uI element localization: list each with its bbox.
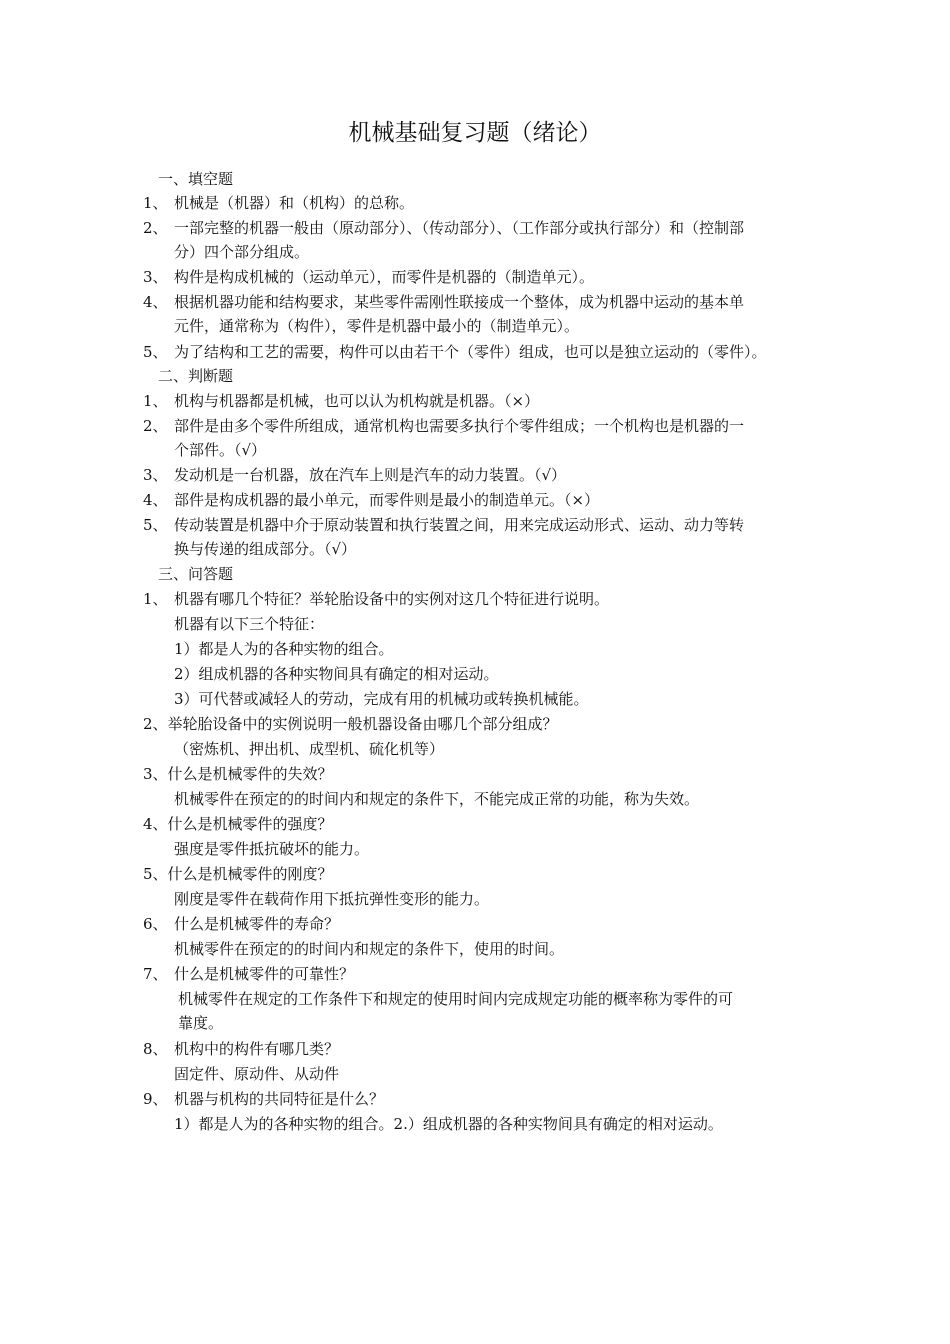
- item-text: 机械是（机器）和（机构）的总称。: [174, 194, 415, 212]
- document-page: 机械基础复习题（绪论） 一、填空题 1、 机械是（机器）和（机构）的总称。 2、 一部完整的机器一般由（原动部分）、（传动部分）、（工作部分或执行部分）和（控制部 分）四个部分组成。 3、 构件是构成机械的（运动单元），而零件是机器的（制造单元）。 4、 根据机器功能和结构要求，某些零件需刚性联接成一个整体，成为机器中运动的基本单 元件，通常称为（构件），零件是机器中最小的（制造单元）。 5、 为了结构和工艺的需要，构件可以由若干个（零件）组成，也可以是独立运动的（零件）。 二、判断题 1、 机构与机器都是机械，也可以认为机构就是机器。（×） 2、 部件是由多个零件所组成，通常机构也需要多执行个零件组成；一个机构也是机器的一 个部件。（√） 3、 发动机是一台机器，放在汽车上则是汽车的动力装置。（√） 4、 部件是构成机器的最小单元，而零件则是最小的制造单元。（×） 5、 传动装置是机器中介于原动装置和执行装置之间，用来完成运动形式、运动、动力等转 换与传递的组成部分。（√） 三、问答题 1、 机器有哪几个特征？举轮胎设备中的实例对这几个特征进行说明。 机器有以下三个特征： 1）都是人为的各种实物的组合。 2）组成机器的各种实物间具有确定的相对运动。 3）可代替或减轻人的劳动，完成有用的机械功或转换机械能。 2、举轮胎设备中的实例说明一般机器设备由哪几个部分组成？ （密炼机、押出机、成型机、硫化机等） 3、什么是机械零件的失效？ 机械零件在预定的的时间内和规定的条件下，不能完成正常的功能，称为失效。 4、什么是机械零件的强度？ 强度是零件抵抗破坏的能力。 5、什么是机械零件的刚度？ 刚度是零件在载荷作用下抵抗弹性变形的能力。 6、 什么是机械零件的寿命？ 机械零件在预定的的时间内和规定的条件下，使用的时间。 7、 什么是机械零件的可靠性？ 机械零件在规定的工作条件下和规定的使用时间内完成规定功能的概率称为零件的可 靠度。 8、 机构中的构件有哪几类？ 固定件、原动件、从动件 9、 机器与机构的共同特征是什么？ 1）都是人为的各种实物的组合。2.）组成机器的各种实物间具有确定的相对运动。: [0, 0, 950, 1344]
- document-title: 机械基础复习题（绪论）: [348, 120, 602, 146]
- item-number: 9、: [143, 1090, 168, 1108]
- question-text: 机器与机构的共同特征是什么？: [174, 1090, 385, 1108]
- item-text: 构件是构成机械的（运动单元），而零件是机器的（制造单元）。: [174, 268, 595, 286]
- item-text: 一部完整的机器一般由（原动部分）、（传动部分）、（工作部分或执行部分）和（控制部: [174, 219, 745, 237]
- question-text: 4、什么是机械零件的强度？: [143, 815, 333, 833]
- item-number: 5、: [143, 516, 168, 534]
- question-text: 机构中的构件有哪几类？: [174, 1040, 340, 1058]
- item-text: 个部件。（√）: [174, 441, 267, 459]
- item-number: 1、: [143, 590, 168, 608]
- item-text: 根据机器功能和结构要求，某些零件需刚性联接成一个整体，成为机器中运动的基本单: [174, 293, 745, 311]
- item-text: 机构与机器都是机械，也可以认为机构就是机器。（×）: [174, 392, 540, 410]
- answer-text: 2）组成机器的各种实物间具有确定的相对运动。: [174, 665, 499, 683]
- item-number: 1、: [143, 392, 168, 410]
- item-number: 4、: [143, 491, 168, 509]
- question-text: 什么是机械零件的寿命？: [174, 915, 340, 933]
- item-number: 5、: [143, 343, 168, 361]
- answer-text: 机械零件在规定的工作条件下和规定的使用时间内完成规定功能的概率称为零件的可: [178, 990, 734, 1008]
- item-number: 6、: [143, 915, 168, 933]
- item-number: 1、: [143, 194, 168, 212]
- question-text: 2、举轮胎设备中的实例说明一般机器设备由哪几个部分组成？: [143, 715, 558, 733]
- item-number: 8、: [143, 1040, 168, 1058]
- item-number: 2、: [143, 219, 168, 237]
- answer-text: （密炼机、押出机、成型机、硫化机等）: [174, 740, 445, 758]
- answer-text: 刚度是零件在载荷作用下抵抗弹性变形的能力。: [174, 890, 490, 908]
- item-text: 为了结构和工艺的需要，构件可以由若干个（零件）组成，也可以是独立运动的（零件）。: [174, 343, 767, 361]
- answer-text: 机器有以下三个特征：: [174, 615, 325, 633]
- answer-text: 机械零件在预定的的时间内和规定的条件下，不能完成正常的功能，称为失效。: [174, 790, 700, 808]
- item-text: 部件是由多个零件所组成，通常机构也需要多执行个零件组成；一个机构也是机器的一: [174, 417, 745, 435]
- answer-text: 机械零件在预定的的时间内和规定的条件下，使用的时间。: [174, 940, 565, 958]
- item-text: 发动机是一台机器，放在汽车上则是汽车的动力装置。（√）: [174, 466, 567, 484]
- answer-text: 强度是零件抵抗破坏的能力。: [174, 840, 370, 858]
- answer-text: 1）都是人为的各种实物的组合。: [174, 640, 394, 658]
- item-text: 部件是构成机器的最小单元，而零件则是最小的制造单元。（×）: [174, 491, 600, 509]
- question-text: 什么是机械零件的可靠性？: [174, 965, 355, 983]
- item-number: 3、: [143, 466, 168, 484]
- item-number: 3、: [143, 268, 168, 286]
- answer-text: 固定件、原动件、从动件: [174, 1065, 340, 1083]
- item-text: 元件，通常称为（构件），零件是机器中最小的（制造单元）。: [174, 317, 580, 335]
- answer-text: 靠度。: [178, 1014, 224, 1032]
- answer-text: 3）可代替或减轻人的劳动，完成有用的机械功或转换机械能。: [174, 690, 589, 708]
- item-number: 2、: [143, 417, 168, 435]
- item-text: 换与传递的组成部分。（√）: [174, 540, 357, 558]
- item-number: 4、: [143, 293, 168, 311]
- question-text: 5、什么是机械零件的刚度？: [143, 865, 333, 883]
- item-number: 7、: [143, 965, 168, 983]
- question-text: 机器有哪几个特征？举轮胎设备中的实例对这几个特征进行说明。: [174, 590, 610, 608]
- question-text: 3、什么是机械零件的失效？: [143, 765, 333, 783]
- item-text: 分）四个部分组成。: [174, 243, 310, 261]
- item-text: 传动装置是机器中介于原动装置和执行装置之间，用来完成运动形式、运动、动力等转: [174, 516, 745, 534]
- answer-text: 1）都是人为的各种实物的组合。2.）组成机器的各种实物间具有确定的相对运动。: [174, 1115, 723, 1133]
